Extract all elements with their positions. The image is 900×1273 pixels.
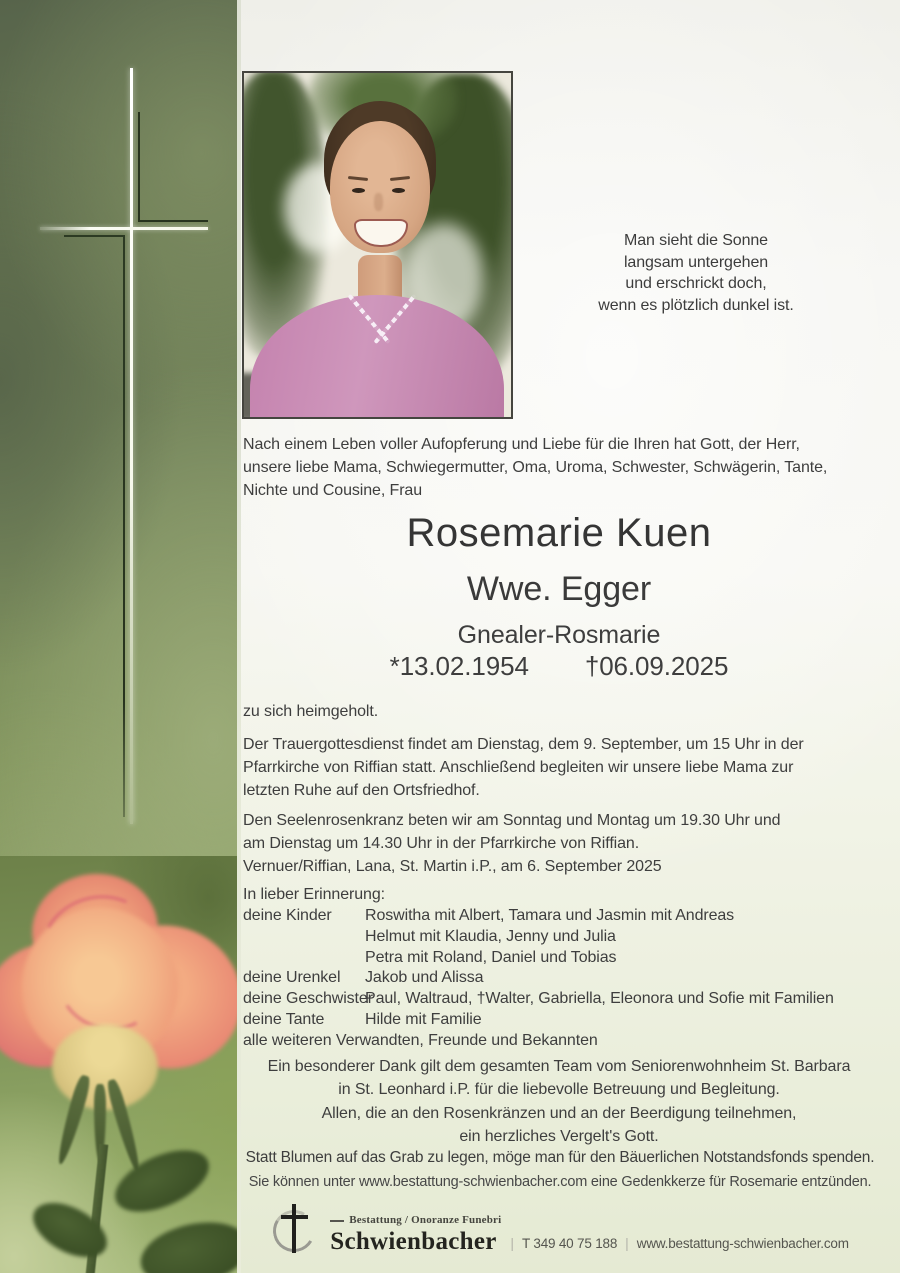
quote-line: langsam untergehen: [623, 253, 769, 271]
funeral-home-logo-icon: [269, 1204, 321, 1254]
quote-line: Man sieht die Sonne: [624, 232, 768, 249]
family-value: Petra mit Roland, Daniel und Tobias: [365, 948, 617, 966]
separator: |: [625, 1235, 629, 1251]
place-dateline: Vernuer/Riffian, Lana, St. Martin i.P., am 6. September 2025: [243, 858, 662, 875]
family-label: deine Kinder: [243, 907, 332, 924]
family-row: [243, 989, 891, 1010]
family-footer: alle weiteren Verwandten, Freunde und Bekannten: [243, 1031, 598, 1049]
separator: |: [510, 1235, 515, 1251]
family-label: deine Urenkel: [243, 969, 341, 987]
thanks-attendees-paragraph: [243, 1103, 875, 1148]
funeral-line: Der Trauergottesdienst findet am Dienstag, dem 9. September, um 15 Uhr in der: [243, 736, 804, 753]
memorial-cross-icon: [130, 68, 133, 824]
rose-leaf: [135, 1213, 237, 1273]
funeral-line: letzten Ruhe auf den Ortsfriedhof.: [243, 782, 480, 799]
deceased-name: Rosemarie Kuen: [406, 511, 712, 555]
family-label: deine Tante: [243, 1010, 325, 1028]
quote-line: wenn es plötzlich dunkel ist.: [598, 296, 794, 314]
rose-leaf: [106, 1138, 218, 1224]
footer-website: www.bestattung-schwienbacher.com: [636, 1235, 849, 1251]
deceased-widow-name: Wwe. Egger: [466, 570, 652, 608]
family-values: [365, 1010, 891, 1031]
cross-icon: [281, 1215, 308, 1219]
cross-icon: [292, 1204, 296, 1253]
funeral-home-name: [330, 1215, 501, 1254]
memorial-cross-icon: [40, 227, 208, 230]
family-values: [365, 989, 891, 1010]
intro-line: Nach einem Leben voller Aufopferung und Liebe für die Ihren hat Gott, der Herr,: [243, 436, 800, 453]
thanks-line: in St. Leonhard i.P. für die liebevolle Betreuung und Begleitung.: [338, 1080, 780, 1098]
funeral-home-footer: [243, 1204, 875, 1254]
deceased-house-name: Gnealer-Rosmarie: [457, 621, 661, 649]
rosary-paragraph: [243, 809, 891, 855]
portrait-eye: [352, 188, 365, 193]
portrait-photo: [242, 71, 513, 419]
family-row: [243, 968, 891, 989]
family-value: Jakob und Alissa: [365, 969, 484, 987]
footer-contact: [510, 1235, 848, 1254]
family-list: [243, 906, 891, 1052]
family-row: [243, 1010, 891, 1031]
logo-dash: [330, 1220, 344, 1222]
death-date: †06.09.2025: [584, 651, 729, 681]
quote-line: und erschrickt doch,: [625, 275, 767, 292]
memorial-candle-note: Sie können unter www.bestattung-schwienbacher.com eine Gedenkkerze für Rosemarie entzünden.: [248, 1174, 872, 1190]
family-value: Helmut mit Klaudia, Jenny und Julia: [365, 927, 616, 945]
funeral-home-company: Schwienbacher: [330, 1228, 497, 1255]
portrait-nose: [374, 193, 383, 211]
portrait-eye: [392, 188, 405, 193]
donation-note: Statt Blumen auf das Grab zu legen, möge man für den Bäuerlichen Notstandsfonds spenden.: [245, 1149, 875, 1166]
left-green-panel: [0, 0, 241, 1273]
intro-line: unsere liebe Mama, Schwiegermutter, Oma, Uroma, Schwester, Schwägerin, Tante,: [243, 459, 828, 476]
thanks-line: Ein besonderer Dank gilt dem gesamten Team vom Seniorenwohnheim St. Barbara: [267, 1058, 851, 1075]
remembrance-heading: In lieber Erinnerung:: [243, 886, 385, 903]
rose-image: [0, 856, 237, 1273]
footer-phone: T 349 40 75 188: [522, 1235, 618, 1251]
taken-home-line: zu sich heimgeholt.: [243, 703, 379, 720]
memorial-cross-shadow-icon: [138, 112, 140, 222]
birth-date: *13.02.1954: [389, 651, 529, 681]
memorial-cross-shadow-icon: [64, 235, 124, 237]
family-value: Hilde mit Familie: [365, 1010, 482, 1028]
family-label: deine Geschwister: [243, 990, 373, 1008]
thanks-line: ein herzliches Vergelt's Gott.: [459, 1127, 659, 1145]
family-value: Roswitha mit Albert, Tamara und Jasmin mit Andreas: [365, 907, 735, 924]
rosary-line: Den Seelenrosenkranz beten wir am Sonntag und Montag um 19.30 Uhr und: [243, 812, 781, 829]
funeral-line: Pfarrkirche von Riffian statt. Anschließend begleiten wir unsere liebe Mama zur: [243, 759, 794, 776]
family-row: [243, 906, 891, 968]
memorial-cross-shadow-icon: [123, 235, 125, 817]
intro-line: Nichte und Cousine, Frau: [243, 482, 423, 499]
memorial-quote: [558, 230, 834, 316]
memorial-cross-shadow-icon: [138, 220, 208, 222]
intro-paragraph: [243, 433, 883, 502]
life-dates: [243, 651, 875, 681]
funeral-home-tagline: Bestattung / Onoranze Funebri: [349, 1214, 502, 1226]
funeral-paragraph: [243, 733, 891, 802]
family-value: Paul, Waltraud, †Walter, Gabriella, Eleonora und Sofie mit Familien: [365, 990, 834, 1008]
family-values: [365, 906, 891, 968]
rosary-line: am Dienstag um 14.30 Uhr in der Pfarrkirche von Riffian.: [243, 835, 640, 852]
family-values: [365, 968, 891, 989]
thanks-team-paragraph: [243, 1056, 875, 1101]
thanks-line: Allen, die an den Rosenkränzen und an der Beerdigung teilnehmen,: [321, 1105, 797, 1122]
